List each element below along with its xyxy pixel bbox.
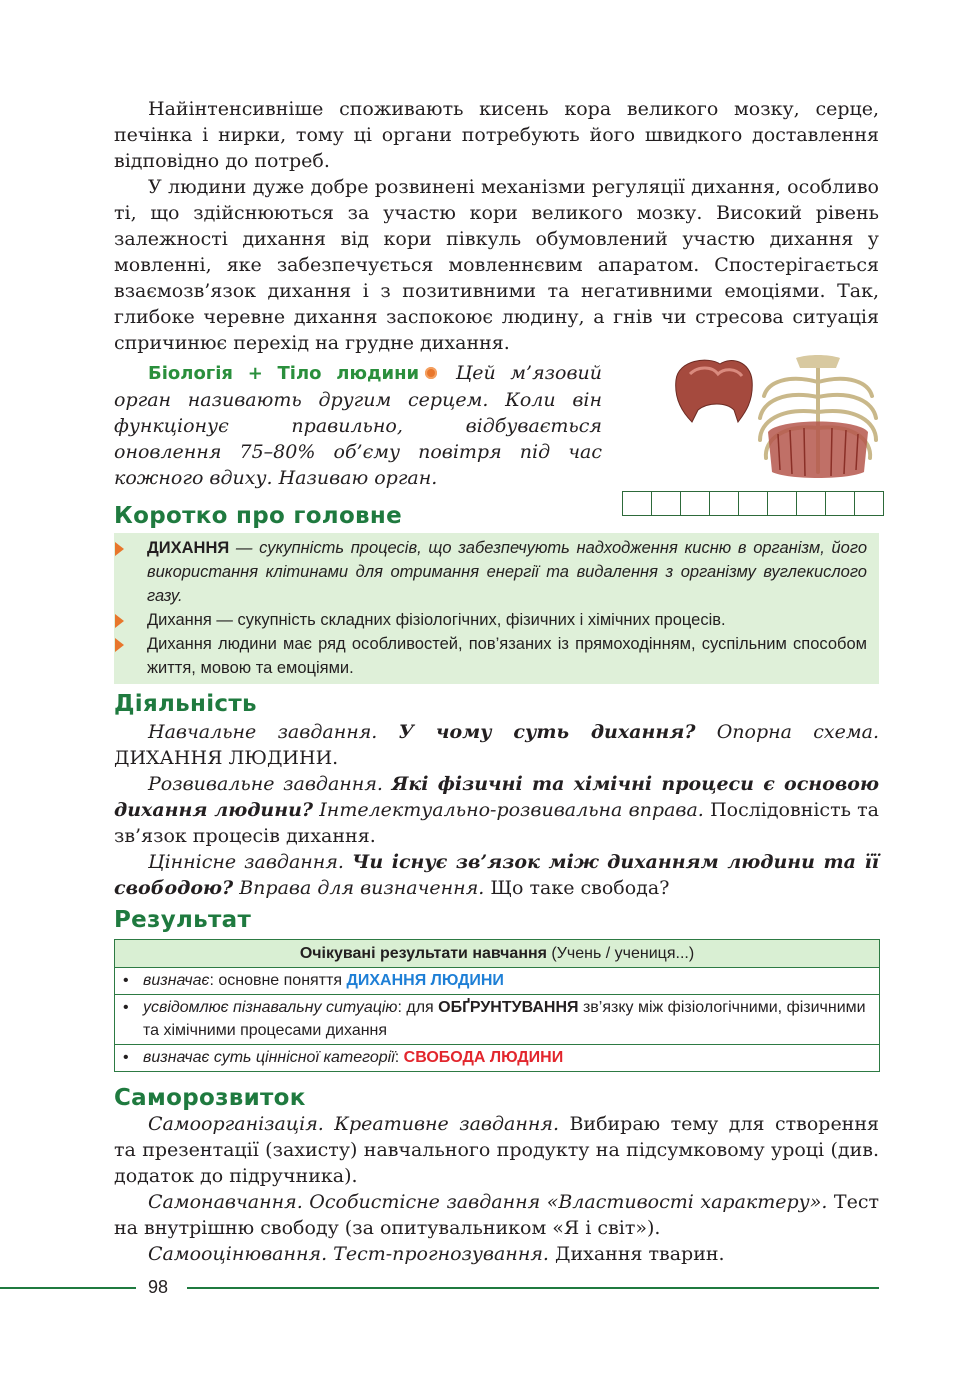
bullet: • [123, 1049, 129, 1066]
result-after: зв’язку між фізіологічними, фізичними та хімічними процесами дихання [143, 999, 866, 1039]
summary-box [114, 533, 879, 684]
header-rest: (Учень / учениця...) [546, 945, 695, 962]
task-label: Розвивальне завдання. [148, 773, 383, 795]
result-highlight: ДИХАННЯ ЛЮДИНИ [346, 972, 504, 989]
task-question: Чи існує зв’язок між диханням людини та її свободою? [114, 851, 879, 899]
task-detail: Що таке свобода? [490, 877, 670, 899]
activity-heading: Діяльність [114, 691, 257, 717]
self-label: Самоорганізація. Креативне завдання. [148, 1113, 559, 1135]
page-number: 98 [148, 1277, 169, 1297]
result-verb: визначає [143, 972, 210, 989]
result-text: : основне поняття [209, 972, 347, 989]
summary-term: ДИХАННЯ [147, 539, 230, 557]
result-highlight: ОБҐРУНТУВАННЯ [438, 999, 579, 1016]
footer-rule-right [187, 1287, 879, 1289]
self-learning [114, 1189, 879, 1241]
summary-text: Дихання — сукупність складних фізіологічних, фізичних і хімічних процесів. [147, 611, 726, 629]
task-question: Які фізичні та хімічні процеси є основою дихання людини? [114, 773, 880, 821]
self-assessment [114, 1241, 879, 1267]
results-row [115, 1045, 879, 1071]
arrow-bullet-icon [115, 614, 124, 628]
summary-definition: — сукупність процесів, що забезпечують надходження кисню в організм, його використання клітинами для отримання енергії та видалення з організму вуглекислого газу. [147, 539, 867, 605]
results-row [115, 968, 879, 995]
results-row [115, 995, 879, 1045]
results-table [114, 939, 880, 1072]
result-text: : для [397, 999, 439, 1016]
self-organization [114, 1111, 879, 1189]
self-label: Самооцінювання. Тест-прогнозування. [148, 1243, 549, 1265]
task-type: Опорна схема. [716, 721, 879, 743]
biology-label: Біологія + Тіло людини [148, 363, 420, 384]
task-learning [114, 719, 879, 771]
task-value [114, 849, 879, 901]
summary-item [114, 632, 879, 680]
result-heading: Результат [114, 907, 252, 933]
summary-heading: Коротко про головне [114, 503, 402, 529]
task-question: У чому суть дихання? [398, 721, 696, 743]
intro-paragraph-1: Найінтенсивніше споживають кисень кора великого мозку, серце, печінка і нирки, тому ці органи потребують його швидкого доставлення відповідно до потреб. [114, 98, 879, 172]
result-verb: визначає суть ціннісної категорії [143, 1049, 395, 1066]
task-detail: Послідовність та зв’язок процесів дихання. [114, 799, 879, 847]
task-label: Навчальне завдання. [148, 721, 378, 743]
orange-dot-icon [425, 367, 437, 379]
self-label: Самонавчання. Особистісне завдання «Властивості характеру». [148, 1191, 828, 1213]
result-text: : [394, 1049, 404, 1066]
result-highlight: СВОБОДА ЛЮДИНИ [403, 1049, 564, 1066]
self-development-heading: Саморозвиток [114, 1085, 306, 1111]
task-label: Ціннісне завдання. [148, 851, 344, 873]
task-type: Інтелектуально-розвивальна вправа. [319, 799, 704, 821]
diaphragm-illustration [668, 352, 883, 487]
activity-text [114, 719, 879, 901]
results-table-header [115, 940, 879, 968]
self-detail: Тест на внутрішню свободу (за опитувальником «Я і світ»). [114, 1191, 879, 1239]
summary-item [114, 608, 879, 632]
self-detail: Дихання тварин. [555, 1243, 725, 1265]
bullet: • [123, 999, 129, 1016]
arrow-bullet-icon [115, 542, 124, 556]
summary-item [114, 536, 879, 608]
summary-text: Дихання людини має ряд особливостей, пов’язаних із прямоходінням, суспільним способом життя, мовою та емоціями. [147, 635, 867, 677]
task-type: Вправа для визначення. [239, 877, 485, 899]
header-bold: Очікувані результати навчання [299, 945, 547, 962]
bullet: • [123, 972, 129, 989]
intro-paragraph-2: У людини дуже добре розвинені механізми регуляції дихання, особливо ті, що здійснюються за участю кори великого мозку. Високий рівень залежності дихання від кори півкуль обумовлений участю дихання у мовленні, яке забезпечується мовленнєвим апаратом. Спостерігається взаємозв’язок дихання і з позитивними та негативними емоціями. Так, глибоке черевне дихання заспокоює людину, а гнів чи стресова ситуація спричинює перехід на грудне дихання. [114, 176, 879, 354]
self-detail: Вибираю тему для створення та презентації (захисту) навчального продукту на підсумковому уроці (див. додаток до підручника). [114, 1113, 879, 1187]
intro-text [114, 96, 879, 356]
result-verb: усвідомлює пізнавальну ситуацію [143, 999, 398, 1016]
arrow-bullet-icon [115, 638, 124, 652]
self-development-text [114, 1111, 879, 1267]
footer-rule-left [0, 1287, 136, 1289]
task-detail: ДИХАННЯ ЛЮДИНИ. [114, 747, 339, 769]
biology-question-text: Цей м’язовий орган називають другим серцем. Коли він функціонує правильно, відбувається оновлення 75–80% об’єму повітря під час кожного вдиху. Називаю орган. [114, 362, 602, 489]
task-developing [114, 771, 879, 849]
biology-question [114, 360, 602, 491]
